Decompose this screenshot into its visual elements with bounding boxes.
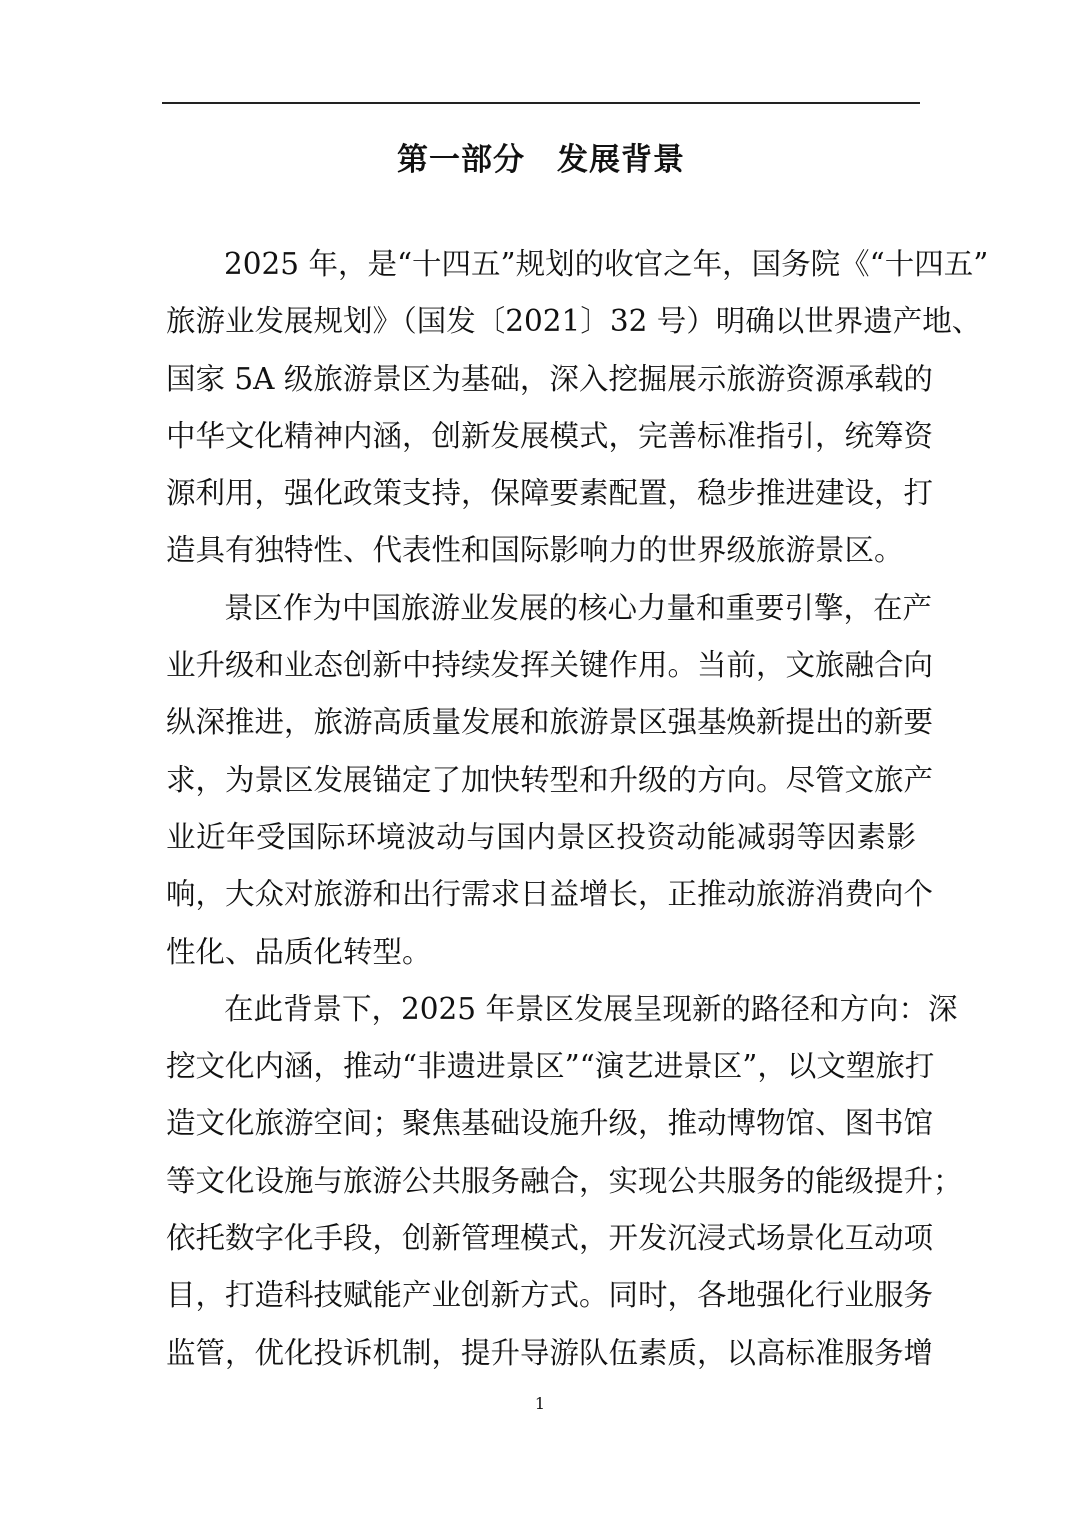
paragraph-3-line-6: 目，打造科技赋能产业创新方式。同时，各地强化行业服务	[166, 1278, 934, 1313]
paragraph-3-line-5: 依托数字化手段，创新管理模式，开发沉浸式场景化互动项	[166, 1221, 934, 1256]
paragraph-2-line-4: 求，为景区发展锚定了加快转型和升级的方向。尽管文旅产	[166, 762, 934, 797]
body-text	[166, 240, 989, 1386]
paragraph-1-line-6: 造具有独特性、代表性和国际影响力的世界级旅游景区。	[166, 533, 904, 568]
page-number: 1	[534, 1394, 546, 1413]
paragraph-3-line-1: 在此背景下，2025 年景区发展呈现新的路径和方向：深	[224, 991, 958, 1026]
paragraph-1-line-5: 源利用，强化政策支持，保障要素配置，稳步推进建设，打	[166, 476, 934, 511]
paragraph-1-line-3: 国家 5A 级旅游景区为基础，深入挖掘展示旅游资源承载的	[166, 361, 933, 396]
paragraph-3-line-7: 监管，优化投诉机制，提升导游队伍素质，以高标准服务增	[166, 1335, 934, 1370]
paragraph-2-line-2: 业升级和业态创新中持续发挥关键作用。当前，文旅融合向	[166, 648, 934, 683]
paragraph-3-line-2: 挖文化内涵，推动“非遗进景区”“演艺进景区”，以文塑旅打	[166, 1049, 935, 1084]
paragraph-2-line-1: 景区作为中国旅游业发展的核心力量和重要引擎，在产	[224, 590, 933, 625]
paragraph-3-line-4: 等文化设施与旅游公共服务融合，实现公共服务的能级提升；	[166, 1163, 963, 1198]
paragraph-2-line-3: 纵深推进，旅游高质量发展和旅游景区强基焕新提出的新要	[166, 705, 934, 740]
paragraph-3-line-3: 造文化旅游空间；聚焦基础设施升级，推动博物馆、图书馆	[166, 1106, 934, 1141]
paragraph-1-line-4: 中华文化精神内涵，创新发展模式，完善标准指引，统筹资	[166, 418, 934, 453]
paragraph-2-line-5: 业近年受国际环境波动与国内景区投资动能减弱等因素影	[166, 819, 916, 854]
paragraph-1-line-1: 2025 年，是“十四五”规划的收官之年，国务院《“十四五”	[224, 247, 989, 281]
header-divider	[162, 102, 920, 104]
paragraph-2-line-6: 响，大众对旅游和出行需求日益增长，正推动旅游消费向个	[166, 877, 934, 912]
paragraph-2-line-7: 性化、品质化转型。	[166, 934, 432, 969]
paragraph-1-line-2: 旅游业发展规划》（国发〔2021〕32 号）明确以世界遗产地、	[166, 304, 982, 339]
page-title: 第一部分 发展背景	[397, 142, 685, 178]
